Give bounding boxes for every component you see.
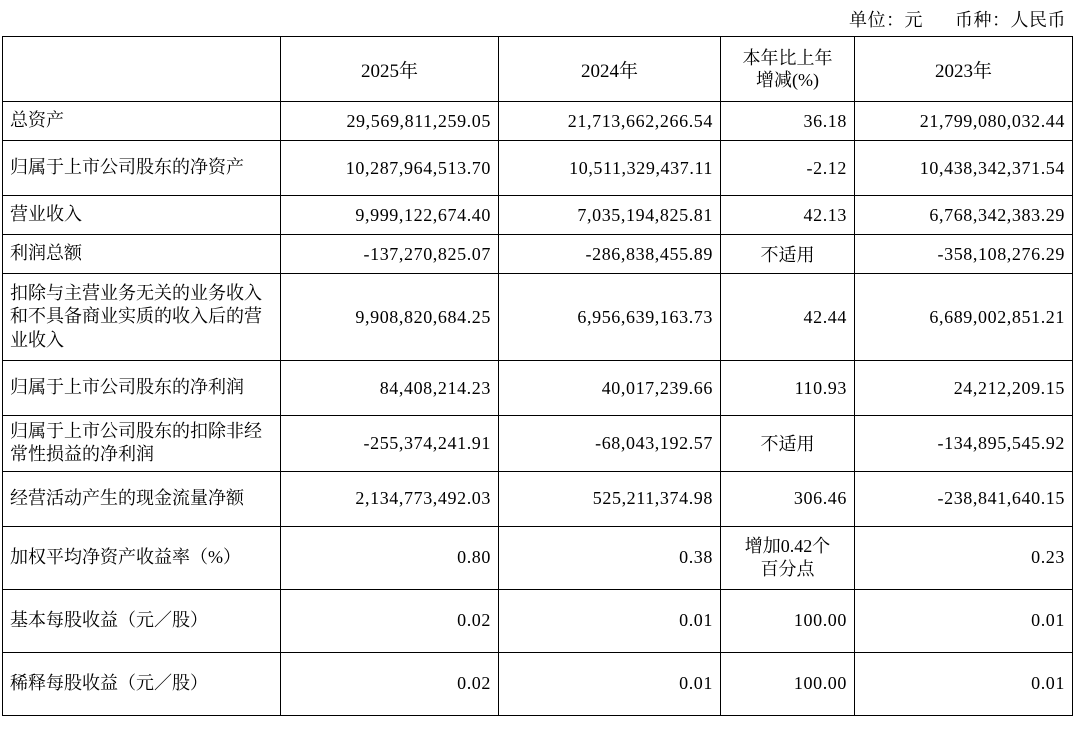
row-item-label: 营业收入 [3, 196, 281, 235]
row-value-2024: 21,713,662,266.54 [499, 102, 721, 141]
row-value-2025: 9,908,820,684.25 [281, 274, 499, 361]
table-row [3, 471, 1073, 526]
table-row [3, 141, 1073, 196]
row-value-2023: 0.23 [855, 526, 1073, 589]
header-year-2023: 2023年 [855, 37, 1073, 102]
row-item-label: 基本每股收益（元／股） [3, 589, 281, 652]
row-value-2025: 0.80 [281, 526, 499, 589]
row-value-2025: 84,408,214.23 [281, 361, 499, 416]
row-value-change: 110.93 [721, 361, 855, 416]
header-change-percent [721, 37, 855, 102]
row-value-2024: 525,211,374.98 [499, 471, 721, 526]
row-value-2025: -255,374,241.91 [281, 416, 499, 472]
row-value-2023: 6,768,342,383.29 [855, 196, 1073, 235]
row-item-label: 归属于上市公司股东的扣除非经常性损益的净利润 [3, 416, 281, 472]
row-item-label: 利润总额 [3, 235, 281, 274]
row-value-2024: -286,838,455.89 [499, 235, 721, 274]
row-change-line1: 增加0.42个 [744, 536, 831, 557]
unit-currency-note [849, 6, 1066, 32]
table-header-row [3, 37, 1073, 102]
row-value-2023: 0.01 [855, 652, 1073, 715]
table-header [3, 37, 1073, 102]
currency-label: 币种：人民币 [955, 10, 1066, 30]
row-value-2023: 0.01 [855, 589, 1073, 652]
row-value-change: 不适用 [721, 416, 855, 472]
row-item-label: 归属于上市公司股东的净利润 [3, 361, 281, 416]
table-row [3, 235, 1073, 274]
row-value-2023: 21,799,080,032.44 [855, 102, 1073, 141]
header-year-2025: 2025年 [281, 37, 499, 102]
row-value-2024: 10,511,329,437.11 [499, 141, 721, 196]
row-value-2025: 0.02 [281, 589, 499, 652]
table-row [3, 102, 1073, 141]
table-row [3, 274, 1073, 361]
row-value-2025: 0.02 [281, 652, 499, 715]
row-value-2025: 10,287,964,513.70 [281, 141, 499, 196]
row-value-2024: 0.01 [499, 589, 721, 652]
table-body [3, 102, 1073, 716]
row-item-label: 稀释每股收益（元／股） [3, 652, 281, 715]
row-value-change: 100.00 [721, 589, 855, 652]
header-item-column [3, 37, 281, 102]
row-value-2025: 29,569,811,259.05 [281, 102, 499, 141]
row-value-2023: 6,689,002,851.21 [855, 274, 1073, 361]
table-row [3, 361, 1073, 416]
row-item-label: 扣除与主营业务无关的业务收入和不具备商业实质的收入后的营业收入 [3, 274, 281, 361]
row-value-change [721, 526, 855, 589]
unit-label: 单位：元 [849, 10, 923, 30]
header-change-line2: 增减(%) [756, 70, 819, 90]
row-item-label: 经营活动产生的现金流量净额 [3, 471, 281, 526]
row-value-2023: -358,108,276.29 [855, 235, 1073, 274]
row-value-2024: -68,043,192.57 [499, 416, 721, 472]
row-value-2024: 0.01 [499, 652, 721, 715]
row-value-2024: 40,017,239.66 [499, 361, 721, 416]
row-value-2025: 9,999,122,674.40 [281, 196, 499, 235]
row-item-label: 加权平均净资产收益率（%） [3, 526, 281, 589]
row-value-2023: -238,841,640.15 [855, 471, 1073, 526]
row-value-change: 36.18 [721, 102, 855, 141]
row-value-2024: 6,956,639,163.73 [499, 274, 721, 361]
row-value-change: -2.12 [721, 141, 855, 196]
row-item-label: 归属于上市公司股东的净资产 [3, 141, 281, 196]
row-value-change: 不适用 [721, 235, 855, 274]
header-change-line1: 本年比上年 [742, 47, 833, 68]
row-value-2023: 10,438,342,371.54 [855, 141, 1073, 196]
row-value-2025: -137,270,825.07 [281, 235, 499, 274]
table-row [3, 589, 1073, 652]
row-item-label: 总资产 [3, 102, 281, 141]
table-row [3, 196, 1073, 235]
table-row [3, 652, 1073, 715]
row-value-change: 42.13 [721, 196, 855, 235]
row-value-change: 306.46 [721, 471, 855, 526]
header-year-2024: 2024年 [499, 37, 721, 102]
row-value-2025: 2,134,773,492.03 [281, 471, 499, 526]
row-value-2024: 7,035,194,825.81 [499, 196, 721, 235]
table-row [3, 416, 1073, 472]
table-row [3, 526, 1073, 589]
row-value-change: 42.44 [721, 274, 855, 361]
row-value-2023: 24,212,209.15 [855, 361, 1073, 416]
row-value-2024: 0.38 [499, 526, 721, 589]
financial-summary-table [2, 36, 1073, 716]
row-change-line2: 百分点 [760, 558, 815, 579]
row-value-2023: -134,895,545.92 [855, 416, 1073, 472]
row-value-change: 100.00 [721, 652, 855, 715]
